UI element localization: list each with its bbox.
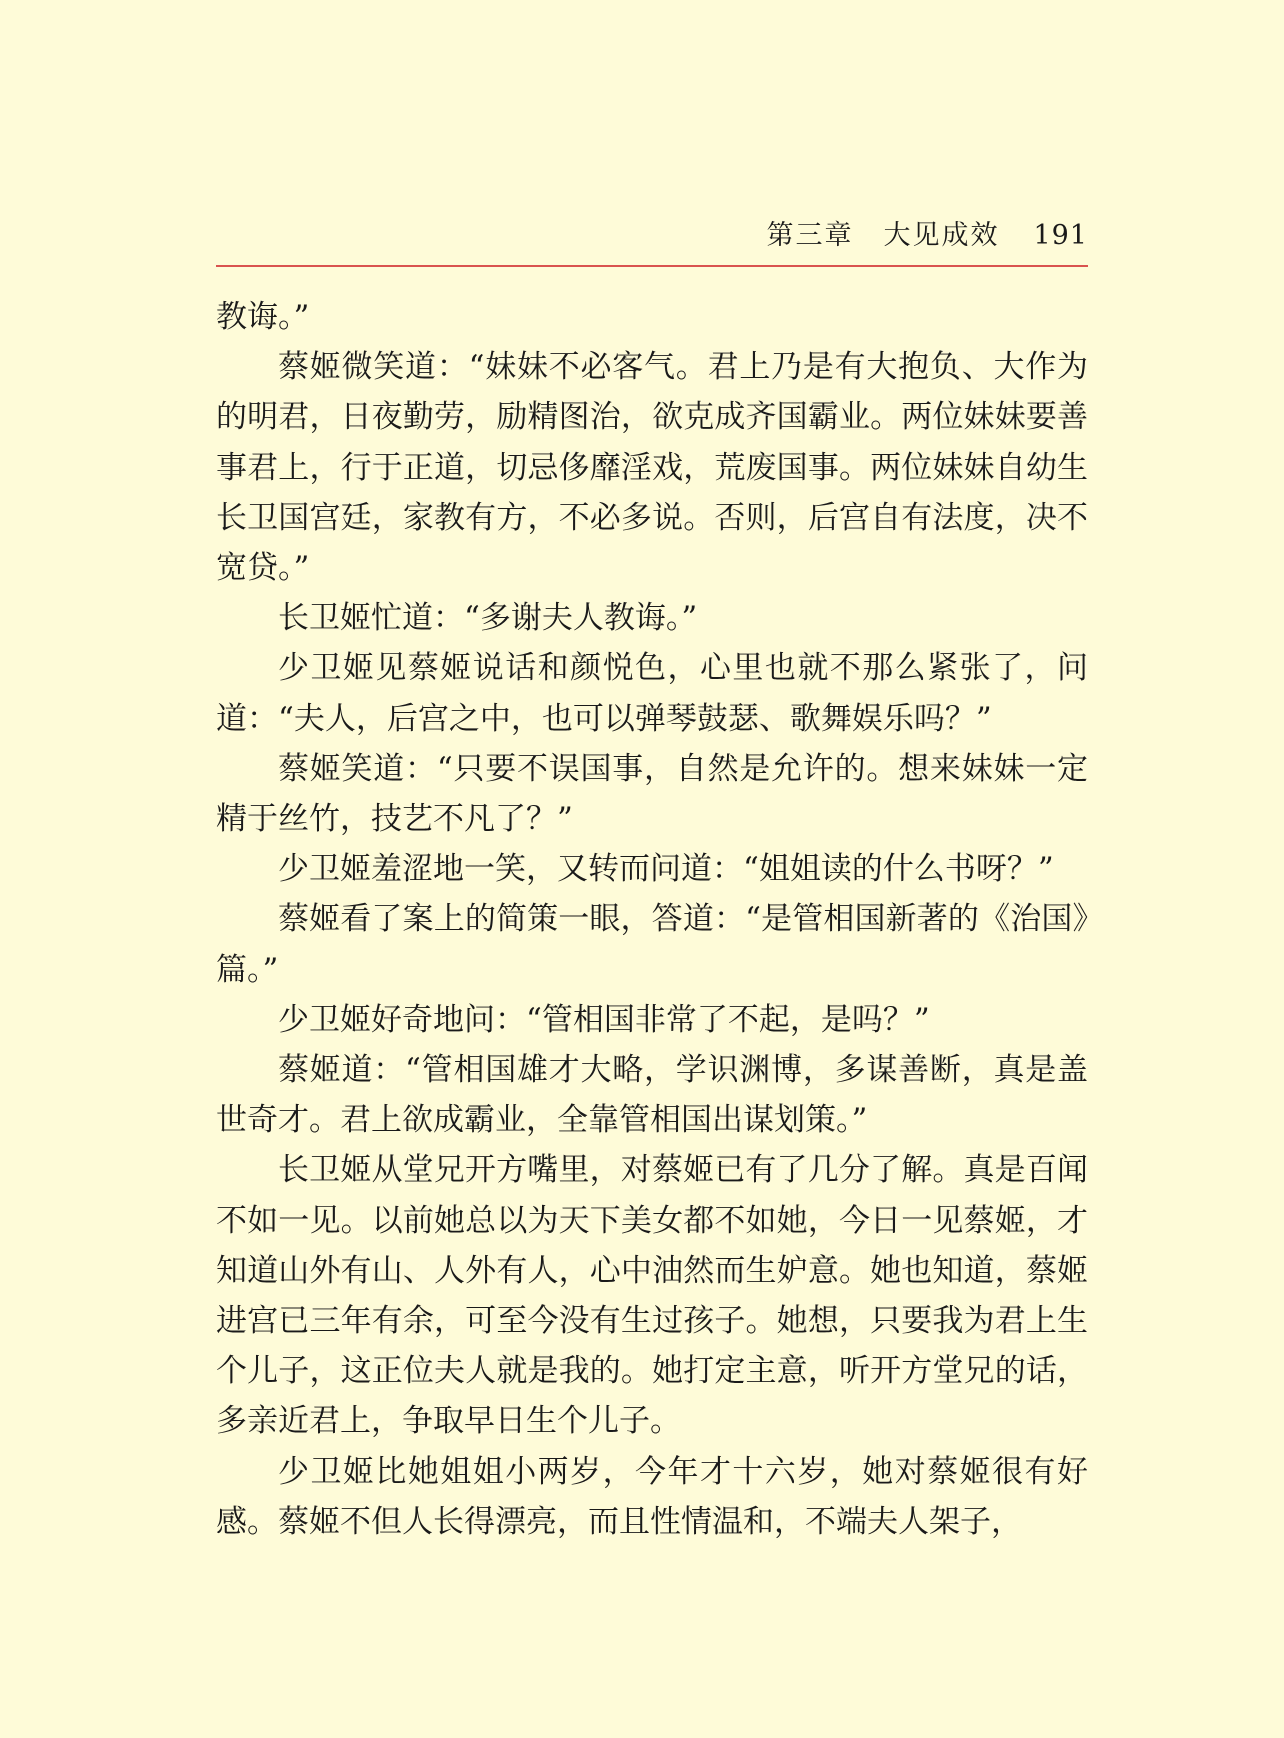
- paragraph: 长卫姬从堂兄开方嘴里，对蔡姬已有了几分了解。真是百闻不如一见。以前她总以为天下美女都不如她，今日一见蔡姬，才知道山外有山、人外有人，心中油然而生妒意。她也知道，蔡姬进宫已三年有余，可至今没有生过孩子。她想，只要我为君上生个儿子，这正位夫人就是我的。她打定主意，听开方堂兄的话，多亲近君上，争取早日生个儿子。: [216, 1152, 1088, 1440]
- paragraph: 蔡姬微笑道：“妹妹不必客气。君上乃是有大抱负、大作为的明君，日夜勤劳，励精图治，欲克成齐国霸业。两位妹妹要善事君上，行于正道，切忌侈靡淫戏，荒废国事。两位妹妹自幼生长卫国宫廷，家教有方，不必多说。否则，后宫自有法度，决不宽贷。”: [216, 349, 1088, 587]
- header-rule: [216, 265, 1088, 267]
- paragraph: 长卫姬忙道：“多谢夫人教诲。”: [278, 600, 698, 637]
- body-text: [216, 292, 1088, 1547]
- paragraph: 蔡姬道：“管相国雄才大略，学识渊博，多谋善断，真是盖世奇才。君上欲成霸业，全靠管相国出谋划策。”: [216, 1052, 1088, 1139]
- paragraph: 蔡姬笑道：“只要不误国事，自然是允许的。想来妹妹一定精于丝竹，技艺不凡了？”: [216, 750, 1088, 838]
- paragraph: 蔡姬看了案上的简策一眼，答道：“是管相国新著的《治国》篇。”: [216, 901, 1088, 988]
- chapter-label: 第三章: [766, 220, 854, 251]
- running-head: [216, 216, 1088, 256]
- page-number: 191: [1033, 220, 1088, 251]
- paragraph: 少卫姬羞涩地一笑，又转而问道：“姐姐读的什么书呀？”: [278, 851, 1054, 888]
- paragraph: 少卫姬见蔡姬说话和颜悦色，心里也就不那么紧张了，问道：“夫人，后宫之中，也可以弹琴鼓瑟、歌舞娱乐吗？”: [216, 650, 1088, 737]
- paragraph: 少卫姬比她姐姐小两岁，今年才十六岁，她对蔡姬很有好感。蔡姬不但人长得漂亮，而且性情温和，不端夫人架子，: [216, 1453, 1088, 1540]
- paragraph: 少卫姬好奇地问：“管相国非常了不起，是吗？”: [278, 1001, 930, 1038]
- paragraph: 教诲。”: [216, 299, 310, 335]
- section-title: 大见成效: [883, 220, 1000, 251]
